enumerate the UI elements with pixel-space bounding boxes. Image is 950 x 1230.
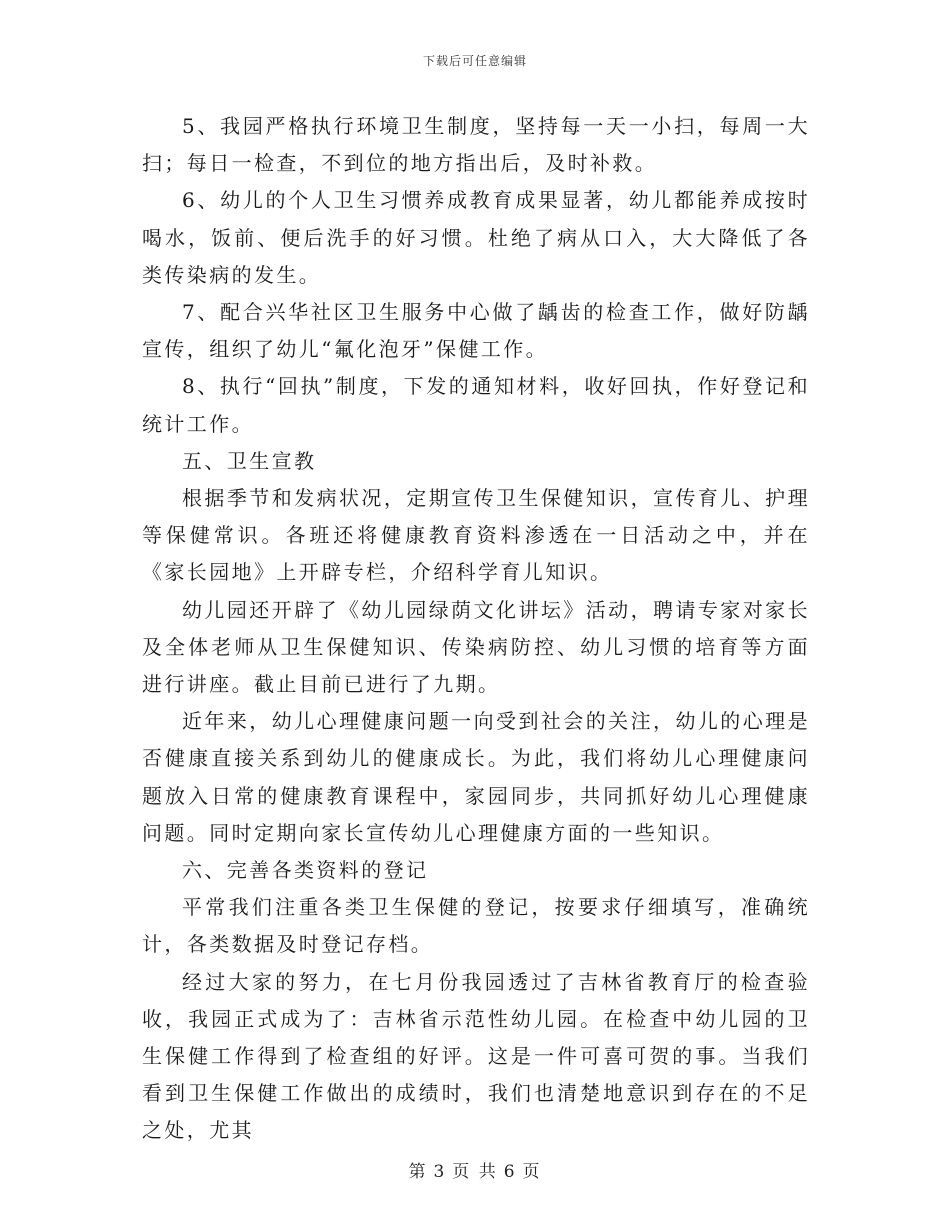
document-body (142, 108, 810, 1150)
paragraph-item-6: 6、幼儿的个人卫生习惯养成教育成果显著，幼儿都能养成按时喝水，饭前、便后洗手的好习惯。杜绝了病从口入，大大降低了各类传染病的发生。 (142, 188, 810, 287)
paragraph-records: 平常我们注重各类卫生保健的登记，按要求仔细填写，准确统计，各类数据及时登记存档。 (142, 895, 810, 957)
footer-prefix: 第 (408, 1162, 428, 1182)
paragraph-mental-health: 近年来，幼儿心理健康问题一向受到社会的关注，幼儿的心理是否健康直接关系到幼儿的健康成长。为此，我们将幼儿心理健康问题放入日常的健康教育课程中，家园同步，共同抓好幼儿心理健康问题。同时定期向家长宣传幼儿心理健康方面的一些知识。 (142, 709, 810, 845)
paragraph-seasonal-promotion: 根据季节和发病状况，定期宣传卫生保健知识，宣传育儿、护理等保健常识。各班还将健康教育资料渗透在一日活动之中，并在《家长园地》上开辟专栏，介绍科学育儿知识。 (142, 486, 810, 585)
footer-middle: 页 共 (452, 1162, 498, 1182)
paragraph-item-7: 7、配合兴华社区卫生服务中心做了龋齿的检查工作，做好防龋宣传，组织了幼儿“氟化泡牙”保健工作。 (142, 300, 810, 362)
footer-suffix: 页 (522, 1162, 542, 1182)
page-header: 下载后可任意编辑 (422, 54, 527, 68)
footer-total-pages: 6 (503, 1162, 517, 1182)
section-heading-records: 六、完善各类资料的登记 (182, 858, 429, 883)
page-footer (0, 1157, 950, 1182)
section-heading-health-education: 五、卫生宣教 (182, 448, 317, 473)
paragraph-item-5: 5、我园严格执行环境卫生制度，坚持每一天一小扫，每周一大扫；每日一检查，不到位的地方指出后，及时补救。 (142, 114, 810, 176)
paragraph-inspection: 经过大家的努力，在七月份我园透过了吉林省教育厅的检查验收，我园正式成为了：吉林省示范性幼儿园。在检查中幼儿园的卫生保健工作得到了检查组的好评。这是一件可喜可贺的事。当我们看到卫生保健工作做出的成绩时，我们也清楚地意识到存在的不足之处，尤其 (142, 969, 810, 1143)
paragraph-lecture-forum: 幼儿园还开辟了《幼儿园绿荫文化讲坛》活动，聘请专家对家长及全体老师从卫生保健知识、传染病防控、幼儿习惯的培育等方面进行讲座。截止目前已进行了九期。 (142, 597, 810, 697)
footer-page-number: 3 (433, 1162, 447, 1182)
paragraph-item-8: 8、执行“回执”制度，下发的通知材料，收好回执，作好登记和统计工作。 (142, 374, 810, 436)
